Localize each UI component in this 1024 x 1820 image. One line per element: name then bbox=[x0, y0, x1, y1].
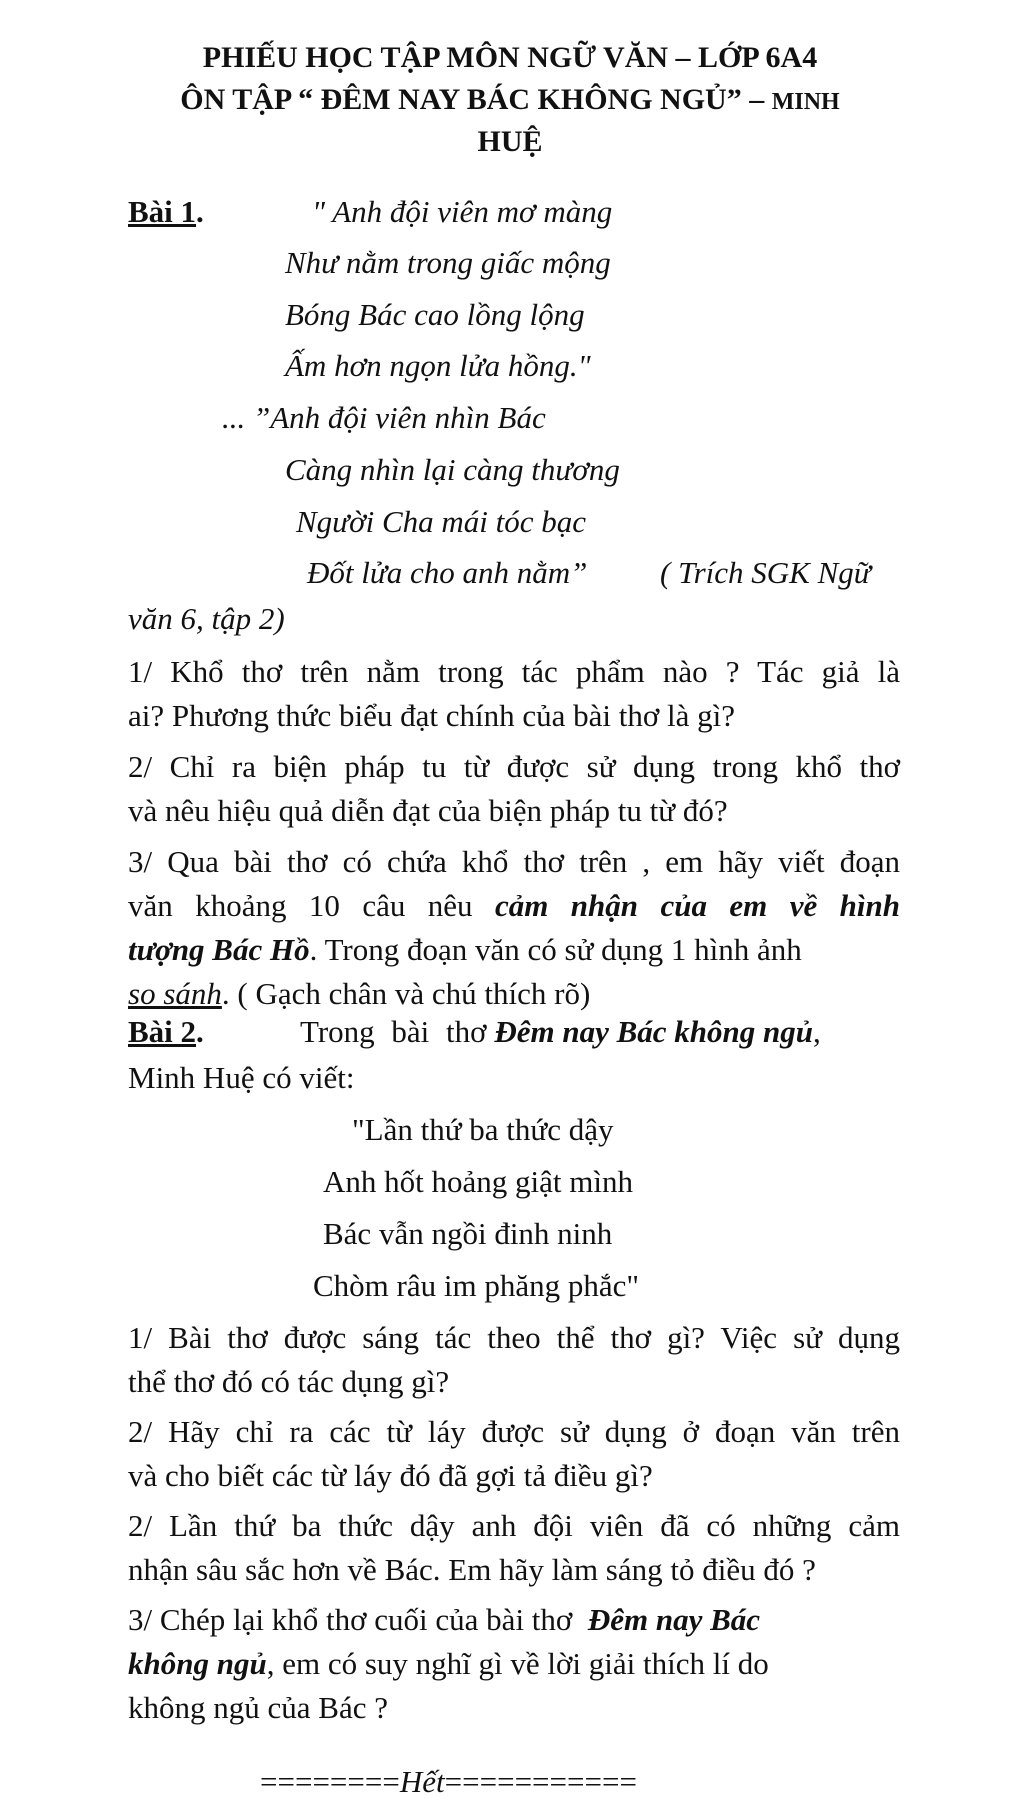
end-rule-left: ======== bbox=[260, 1764, 400, 1799]
bai1-question-1 bbox=[128, 650, 900, 738]
bai1-q3-l2-text: văn khoảng 10 câu nêu bbox=[128, 888, 473, 923]
subtitle-author: MINH bbox=[771, 89, 840, 115]
bai1-q3-underlined: so sánh bbox=[128, 976, 222, 1011]
bai1-poem-line-8: Đốt lửa cho anh nằm” bbox=[307, 555, 588, 590]
bai2-q3-line-2: nhận sâu sắc hơn về Bác. Em hãy làm sáng tỏ điều đó ? bbox=[128, 1552, 816, 1587]
bai1-q1-line-1: 1/ Khổ thơ trên nằm trong tác phẩm nào ? Tác giả là bbox=[128, 654, 900, 689]
bai2-label bbox=[128, 1012, 204, 1052]
bai2-q4-title: Đêm nay Bác bbox=[587, 1602, 761, 1637]
bai2-q1-line-2: thể thơ đó có tác dụng gì? bbox=[128, 1364, 450, 1399]
bai1-q1-line-2: ai? Phương thức biểu đạt chính của bài thơ là gì? bbox=[128, 698, 735, 733]
bai2-poem-line-3: Bác vẫn ngồi đinh ninh bbox=[323, 1216, 613, 1251]
bai1-question-2 bbox=[128, 745, 900, 833]
bai2-intro-line-2: Minh Huệ có viết: bbox=[128, 1060, 355, 1095]
bai2-poem-title: Đêm nay Bác không ngủ bbox=[494, 1014, 813, 1049]
bai2-question-1 bbox=[128, 1316, 900, 1404]
bai1-q3-line-1: 3/ Qua bài thơ có chứa khổ thơ trên , em hãy viết đoạn bbox=[128, 844, 900, 879]
bai1-label-text: Bài 1 bbox=[128, 194, 197, 229]
worksheet-title: PHIẾU HỌC TẬP MÔN NGỮ VĂN – LỚP 6A4 bbox=[202, 41, 818, 74]
bai1-poem-line-4: Ấm hơn ngọn lửa hồng." bbox=[285, 348, 591, 383]
bai1-q3-emphasis: cảm nhận của em về hình bbox=[494, 888, 900, 923]
end-text: Hết bbox=[399, 1764, 445, 1799]
bai2-q4-l2-text: , em có suy nghĩ gì về lời giải thích lí do bbox=[266, 1646, 769, 1681]
end-marker bbox=[260, 1762, 637, 1802]
bai1-label-period: . bbox=[196, 194, 204, 229]
bai1-q3-l3-text: . Trong đoạn văn có sử dụng 1 hình ảnh bbox=[309, 932, 802, 967]
bai2-poem-line-2: Anh hốt hoảng giật mình bbox=[323, 1164, 633, 1199]
bai1-label bbox=[128, 192, 204, 232]
bai1-poem-line-2: Như nằm trong giấc mộng bbox=[285, 245, 611, 280]
bai2-intro bbox=[300, 1012, 821, 1052]
bai2-intro-comma: , bbox=[812, 1014, 821, 1049]
bai1-q3-line-3 bbox=[128, 928, 900, 972]
bai1-citation-cont: văn 6, tập 2) bbox=[128, 601, 285, 636]
bai2-q2-line-2: và cho biết các từ láy đó đã gợi tả điều gì? bbox=[128, 1458, 653, 1493]
bai2-q4-line-3: không ngủ của Bác ? bbox=[128, 1690, 388, 1725]
bai1-poem-line-5: ... ”Anh đội viên nhìn Bác bbox=[222, 400, 546, 435]
bai2-q4-line-1 bbox=[128, 1598, 900, 1642]
subtitle-author-cont: HUỆ bbox=[477, 125, 543, 158]
bai2-question-3 bbox=[128, 1504, 900, 1592]
bai1-citation: ( Trích SGK Ngữ bbox=[660, 555, 871, 590]
bai2-label-text: Bài 2 bbox=[128, 1014, 197, 1049]
bai2-poem-line-1: "Lần thứ ba thức dậy bbox=[352, 1112, 614, 1147]
bai1-q3-line-4 bbox=[128, 972, 900, 1016]
bai1-poem-line-7: Người Cha mái tóc bạc bbox=[296, 504, 587, 539]
bai2-q1-line-1: 1/ Bài thơ được sáng tác theo thể thơ gì? Việc sử dụng bbox=[128, 1320, 900, 1355]
bai2-q2-line-1: 2/ Hãy chỉ ra các từ láy được sử dụng ở đoạn văn trên bbox=[128, 1414, 900, 1449]
end-rule-right: =========== bbox=[444, 1764, 637, 1799]
bai2-q3-line-1: 2/ Lần thứ ba thức dậy anh đội viên đã có những cảm bbox=[128, 1508, 900, 1543]
bai1-poem-line-6: Càng nhìn lại càng thương bbox=[285, 452, 620, 487]
subtitle-main: ÔN TẬP “ ĐÊM NAY BÁC KHÔNG NGỦ” – bbox=[180, 83, 765, 116]
bai1-q2-line-1: 2/ Chỉ ra biện pháp tu từ được sử dụng trong khổ thơ bbox=[128, 749, 900, 784]
bai1-q3-line-2 bbox=[128, 884, 900, 928]
bai1-q3-emphasis-cont: tượng Bác Hồ bbox=[128, 932, 310, 967]
bai2-question-2 bbox=[128, 1410, 900, 1498]
bai2-question-4 bbox=[128, 1598, 900, 1730]
bai1-poem-line-1: " Anh đội viên mơ màng bbox=[312, 194, 613, 229]
bai1-poem-line-3: Bóng Bác cao lồng lộng bbox=[285, 297, 585, 332]
bai2-q4-l1-text: 3/ Chép lại khổ thơ cuối của bài thơ bbox=[128, 1602, 573, 1637]
bai2-intro-text: Trong bài thơ bbox=[300, 1014, 487, 1049]
bai2-poem-line-4: Chòm râu im phăng phắc" bbox=[313, 1268, 640, 1303]
bai1-q3-l4-text: . ( Gạch chân và chú thích rõ) bbox=[221, 976, 591, 1011]
worksheet-subtitle bbox=[120, 80, 900, 122]
bai2-q4-title-cont: không ngủ bbox=[128, 1646, 267, 1681]
bai2-label-period: . bbox=[196, 1014, 204, 1049]
bai1-question-3 bbox=[128, 840, 900, 1016]
bai2-q4-line-2 bbox=[128, 1642, 900, 1686]
bai1-q2-line-2: và nêu hiệu quả diễn đạt của biện pháp tu từ đó? bbox=[128, 793, 728, 828]
